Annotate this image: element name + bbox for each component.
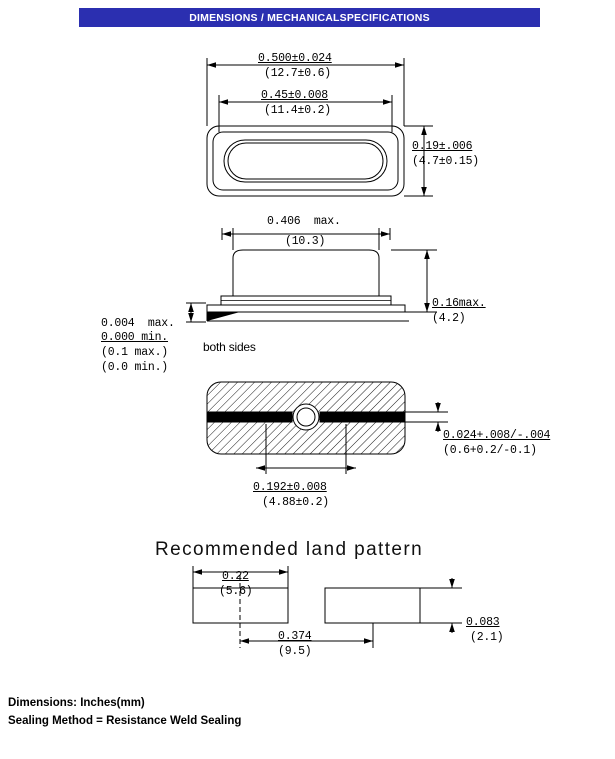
lead-min-inch: 0.000 min. <box>101 331 169 344</box>
land-pitch-mm: (9.5) <box>278 645 312 658</box>
top-height-mm: (4.7±0.15) <box>412 155 480 168</box>
lead-max-inch: 0.004 max. <box>101 317 175 330</box>
bottom-gap-mm: (4.88±0.2) <box>262 496 330 509</box>
side-height-mm: (4.2) <box>432 312 466 325</box>
land-pitch-inch: 0.374 <box>278 630 312 643</box>
land-pad-width-inch: 0.22 <box>222 570 249 583</box>
top-inner-mm: (11.4±0.2) <box>264 104 332 117</box>
top-overall-inch: 0.500±0.024 <box>258 52 332 65</box>
land-pad-width-mm: (5.6) <box>219 585 253 598</box>
side-width-inch: 0.406 max. <box>267 215 341 228</box>
top-overall-mm: (12.7±0.6) <box>264 67 332 80</box>
section-header: DIMENSIONS / MECHANICALSPECIFICATIONS <box>79 8 540 27</box>
bottom-gap-inch: 0.192±0.008 <box>253 481 327 494</box>
land-pad-height-inch: 0.083 <box>466 616 500 629</box>
side-width-mm: (10.3) <box>285 235 326 248</box>
top-inner-inch: 0.45±0.008 <box>261 89 329 102</box>
lead-max-mm: (0.1 max.) <box>101 346 169 359</box>
top-height-inch: 0.19±.006 <box>412 140 473 153</box>
both-sides-note: both sides <box>203 340 256 354</box>
lead-min-mm: (0.0 min.) <box>101 361 169 374</box>
footer-sealing-note: Sealing Method = Resistance Weld Sealing <box>8 715 242 727</box>
side-height-inch: 0.16max. <box>432 297 486 310</box>
land-pattern-title: Recommended land pattern <box>155 539 424 560</box>
bottom-pad-inch: 0.024+.008/-.004 <box>443 429 551 442</box>
footer-dimensions-note: Dimensions: Inches(mm) <box>8 697 145 709</box>
bottom-pad-mm: (0.6+0.2/-0.1) <box>443 444 537 457</box>
land-pad-height-mm: (2.1) <box>470 631 504 644</box>
